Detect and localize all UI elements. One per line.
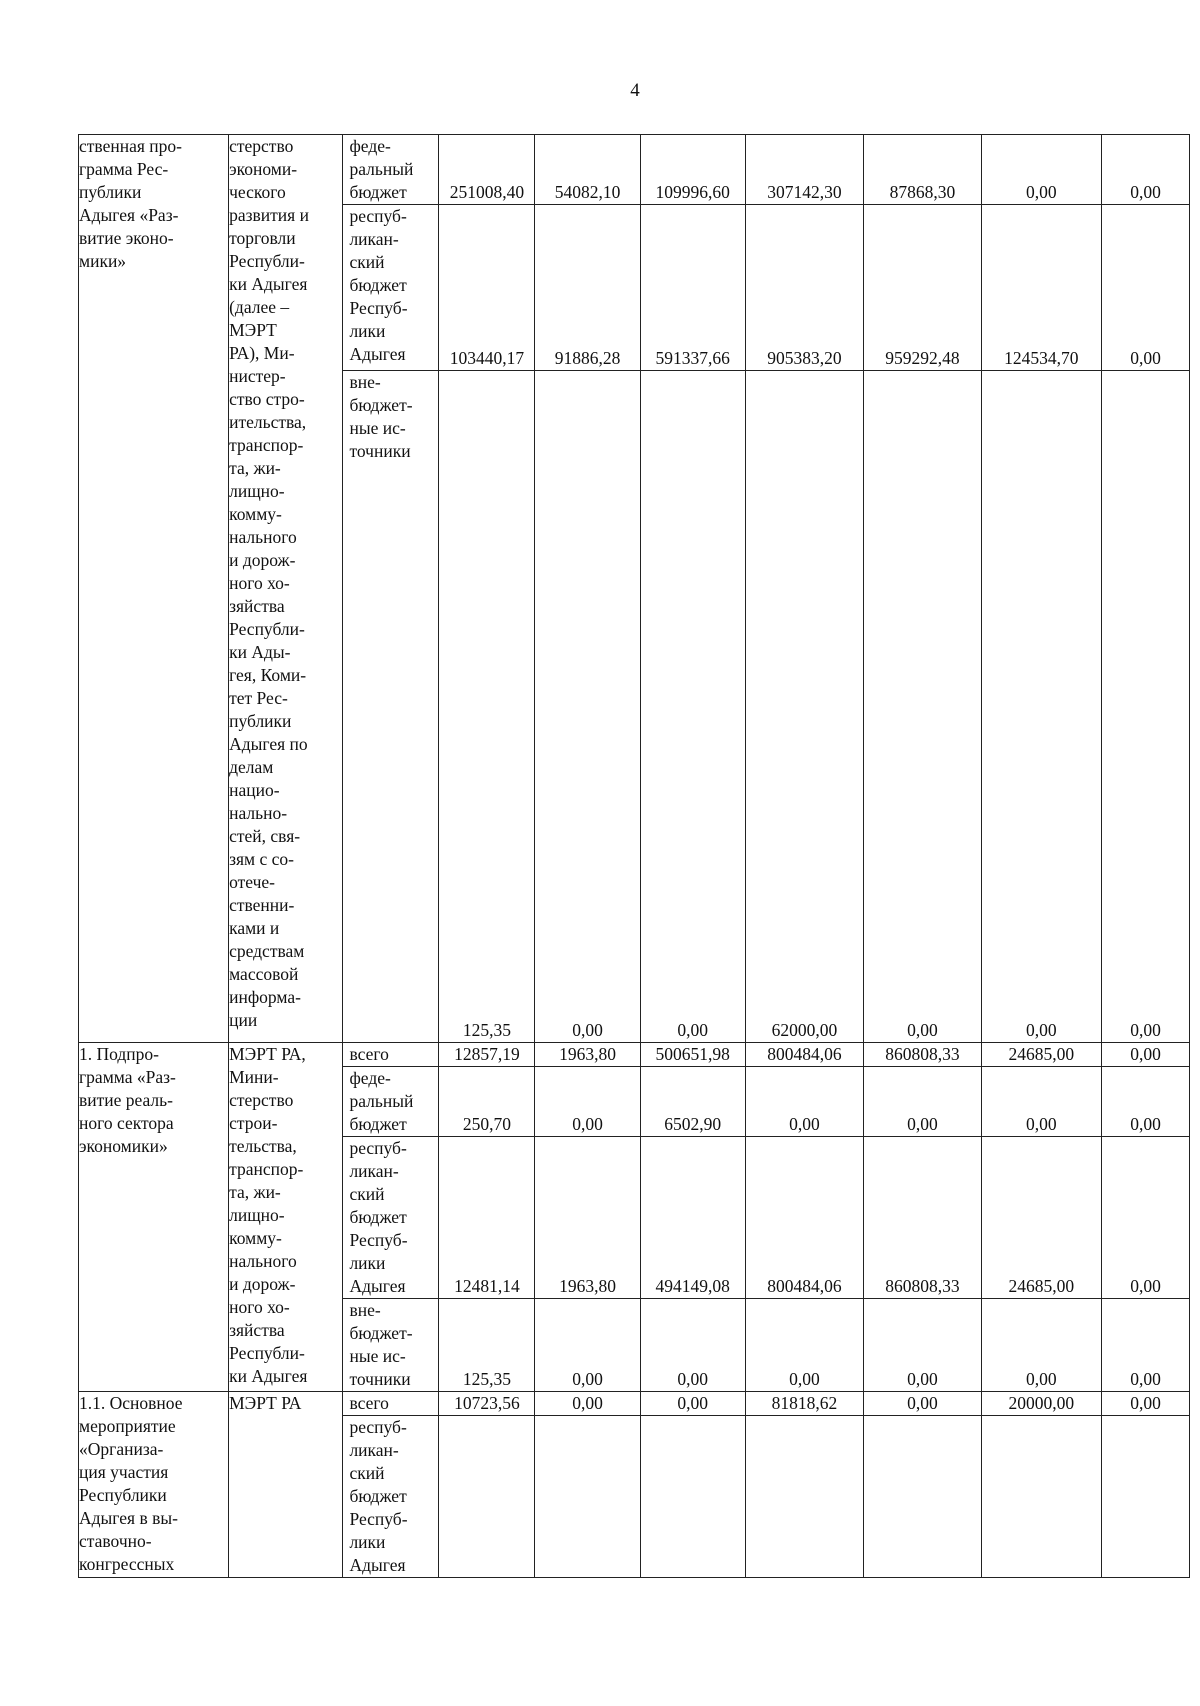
- amount-value: 0,00: [1026, 1369, 1057, 1389]
- table-row: [79, 1392, 1190, 1416]
- amount-value: 0,00: [1130, 1369, 1161, 1389]
- executor-cell: МЭРТ РА, Мини- стерство строи- тельства, транспор- та, жи- лищно- комму- нального и дорож- ного хо- зяйства Республи- ки Адыгея: [229, 1043, 343, 1392]
- funding-source-cell: респуб- ликан- ский бюджет Респуб- лики Адыгея: [343, 1416, 439, 1578]
- amount-value: 0,00: [1130, 1276, 1161, 1296]
- amount-value: 1963,80: [559, 1276, 616, 1296]
- amount-cell: [864, 1299, 981, 1392]
- amount-value: 0,00: [907, 1020, 938, 1040]
- amount-cell: [1102, 205, 1190, 371]
- amount-cell: [535, 205, 640, 371]
- funding-source-cell: респуб- ликан- ский бюджет Респуб- лики Адыгея: [343, 205, 439, 371]
- amount-value: 24685,00: [1008, 1276, 1075, 1296]
- amount-value: 0,00: [1130, 1044, 1161, 1064]
- amount-value: 124534,70: [1004, 348, 1079, 368]
- amount-cell: [981, 1416, 1101, 1578]
- amount-value: 12481,14: [454, 1276, 520, 1296]
- amount-cell: [535, 1392, 640, 1416]
- amount-cell: [439, 1299, 535, 1392]
- amount-cell: [981, 1043, 1101, 1067]
- amount-value: 125,35: [462, 1020, 511, 1040]
- amount-cell: [439, 1416, 535, 1578]
- amount-cell: [981, 205, 1101, 371]
- amount-cell: [864, 1137, 981, 1299]
- amount-cell: [535, 1299, 640, 1392]
- amount-value: 494149,08: [655, 1276, 730, 1296]
- amount-value: 6502,90: [664, 1114, 722, 1134]
- amount-value: 12857,19: [454, 1044, 520, 1064]
- amount-value: 109996,60: [655, 182, 730, 202]
- amount-cell: [1102, 1067, 1190, 1137]
- amount-value: 0,00: [572, 1020, 603, 1040]
- amount-value: 860808,33: [885, 1044, 960, 1064]
- amount-value: 1963,80: [559, 1044, 616, 1064]
- amount-cell: [864, 1392, 981, 1416]
- table-row: [79, 1043, 1190, 1067]
- amount-value: 10723,56: [454, 1393, 520, 1413]
- amount-cell: [640, 1416, 745, 1578]
- amount-value: 251008,40: [449, 182, 525, 202]
- amount-cell: [640, 1392, 745, 1416]
- funding-source-cell: феде- ральный бюджет: [343, 135, 439, 205]
- amount-value: 24685,00: [1008, 1044, 1075, 1064]
- amount-cell: [864, 371, 981, 1043]
- table-row: [79, 135, 1190, 205]
- amount-value: 0,00: [572, 1393, 603, 1413]
- amount-cell: [535, 1067, 640, 1137]
- program-name-cell: 1.1. Основное мероприятие «Организа- ция участия Республики Адыгея в вы- ставочно- конгрессных: [79, 1392, 229, 1578]
- funding-source-cell: вне- бюджет- ные ис- точники: [343, 1299, 439, 1392]
- amount-cell: [864, 1067, 981, 1137]
- amount-cell: [864, 205, 981, 371]
- amount-cell: [745, 1067, 863, 1137]
- amount-cell: [745, 1137, 863, 1299]
- amount-value: 103440,17: [449, 348, 525, 368]
- amount-value: 860808,33: [885, 1276, 960, 1296]
- executor-cell: МЭРТ РА: [229, 1392, 343, 1578]
- amount-value: 0,00: [572, 1114, 603, 1134]
- amount-value: 0,00: [789, 1369, 820, 1389]
- amount-value: 250,70: [462, 1114, 511, 1134]
- amount-cell: [1102, 1416, 1190, 1578]
- page-number: 4: [630, 80, 640, 101]
- amount-value: 0,00: [677, 1020, 708, 1040]
- amount-value: 959292,48: [885, 348, 960, 368]
- amount-value: 500651,98: [655, 1044, 730, 1064]
- amount-value: 62000,00: [771, 1020, 838, 1040]
- amount-cell: [535, 135, 640, 205]
- amount-value: 0,00: [907, 1393, 938, 1413]
- amount-cell: [535, 371, 640, 1043]
- amount-value: 0,00: [1130, 348, 1161, 368]
- amount-cell: [864, 1416, 981, 1578]
- funding-source-cell: всего: [343, 1392, 439, 1416]
- amount-cell: [640, 371, 745, 1043]
- amount-cell: [439, 1392, 535, 1416]
- program-name-cell: ственная про- грамма Рес- публики Адыгея «Раз- витие эконо- мики»: [79, 135, 229, 1043]
- amount-cell: [439, 135, 535, 205]
- amount-value: 0,00: [789, 1114, 820, 1134]
- funding-source-cell: вне- бюджет- ные ис- точники: [343, 371, 439, 1043]
- amount-cell: [535, 1416, 640, 1578]
- amount-value: 0,00: [1026, 1114, 1057, 1134]
- amount-value: 87868,30: [889, 182, 956, 202]
- amount-value: 0,00: [572, 1369, 603, 1389]
- amount-cell: [439, 1043, 535, 1067]
- amount-value: 91886,28: [554, 348, 621, 368]
- amount-value: 0,00: [907, 1369, 938, 1389]
- funding-source-cell: всего: [343, 1043, 439, 1067]
- amount-cell: [640, 1299, 745, 1392]
- funding-source-cell: респуб- ликан- ский бюджет Респуб- лики Адыгея: [343, 1137, 439, 1299]
- amount-cell: [745, 135, 863, 205]
- amount-value: 0,00: [677, 1369, 708, 1389]
- amount-cell: [640, 1137, 745, 1299]
- program-name-cell: 1. Подпро- грамма «Раз- витие реаль- ного сектора экономики»: [79, 1043, 229, 1392]
- amount-cell: [981, 1137, 1101, 1299]
- amount-cell: [745, 1416, 863, 1578]
- amount-value: 20000,00: [1008, 1393, 1075, 1413]
- amount-cell: [745, 1299, 863, 1392]
- amount-value: 591337,66: [655, 348, 730, 368]
- amount-cell: [981, 135, 1101, 205]
- executor-cell: стерство экономи- ческого развития и торговли Республи- ки Адыгея (далее – МЭРТ РА), Ми- нистер- ство стро- ительства, транспор- та, жи- лищно- комму- нального и дорож- ного хо- зяйства Республи- ки Ады- гея, Коми- тет Рес- публики Адыгея по делам нацио- нально- стей, свя- зям с со- отече- ственни- ками и средствам массовой информа- ции: [229, 135, 343, 1043]
- amount-cell: [640, 205, 745, 371]
- amount-value: 125,35: [462, 1369, 511, 1389]
- amount-cell: [745, 1392, 863, 1416]
- amount-cell: [1102, 1299, 1190, 1392]
- amount-value: 0,00: [1130, 1020, 1161, 1040]
- amount-cell: [439, 1137, 535, 1299]
- amount-cell: [1102, 1392, 1190, 1416]
- amount-cell: [864, 1043, 981, 1067]
- amount-value: 0,00: [1130, 1393, 1161, 1413]
- funding-source-cell: феде- ральный бюджет: [343, 1067, 439, 1137]
- amount-cell: [439, 205, 535, 371]
- amount-cell: [535, 1043, 640, 1067]
- amount-value: 0,00: [677, 1393, 708, 1413]
- amount-cell: [439, 1067, 535, 1137]
- amount-value: 905383,20: [767, 348, 842, 368]
- amount-cell: [1102, 371, 1190, 1043]
- amount-cell: [745, 205, 863, 371]
- amount-cell: [745, 1043, 863, 1067]
- amount-cell: [1102, 1137, 1190, 1299]
- amount-value: 0,00: [907, 1114, 938, 1134]
- amount-cell: [640, 1067, 745, 1137]
- amount-cell: [535, 1137, 640, 1299]
- amount-value: 0,00: [1130, 182, 1161, 202]
- amount-value: 800484,06: [767, 1276, 842, 1296]
- amount-cell: [640, 1043, 745, 1067]
- amount-cell: [981, 1392, 1101, 1416]
- amount-cell: [1102, 135, 1190, 205]
- amount-cell: [981, 1299, 1101, 1392]
- funding-table: [78, 134, 1190, 1578]
- amount-cell: [981, 371, 1101, 1043]
- amount-value: 0,00: [1026, 182, 1057, 202]
- amount-cell: [981, 1067, 1101, 1137]
- amount-value: 800484,06: [767, 1044, 842, 1064]
- amount-value: 0,00: [1026, 1020, 1057, 1040]
- amount-cell: [1102, 1043, 1190, 1067]
- amount-value: 81818,62: [771, 1393, 838, 1413]
- amount-value: 307142,30: [767, 182, 842, 202]
- amount-value: 54082,10: [554, 182, 621, 202]
- amount-cell: [745, 371, 863, 1043]
- amount-cell: [640, 135, 745, 205]
- amount-cell: [439, 371, 535, 1043]
- amount-value: 0,00: [1130, 1114, 1161, 1134]
- amount-cell: [864, 135, 981, 205]
